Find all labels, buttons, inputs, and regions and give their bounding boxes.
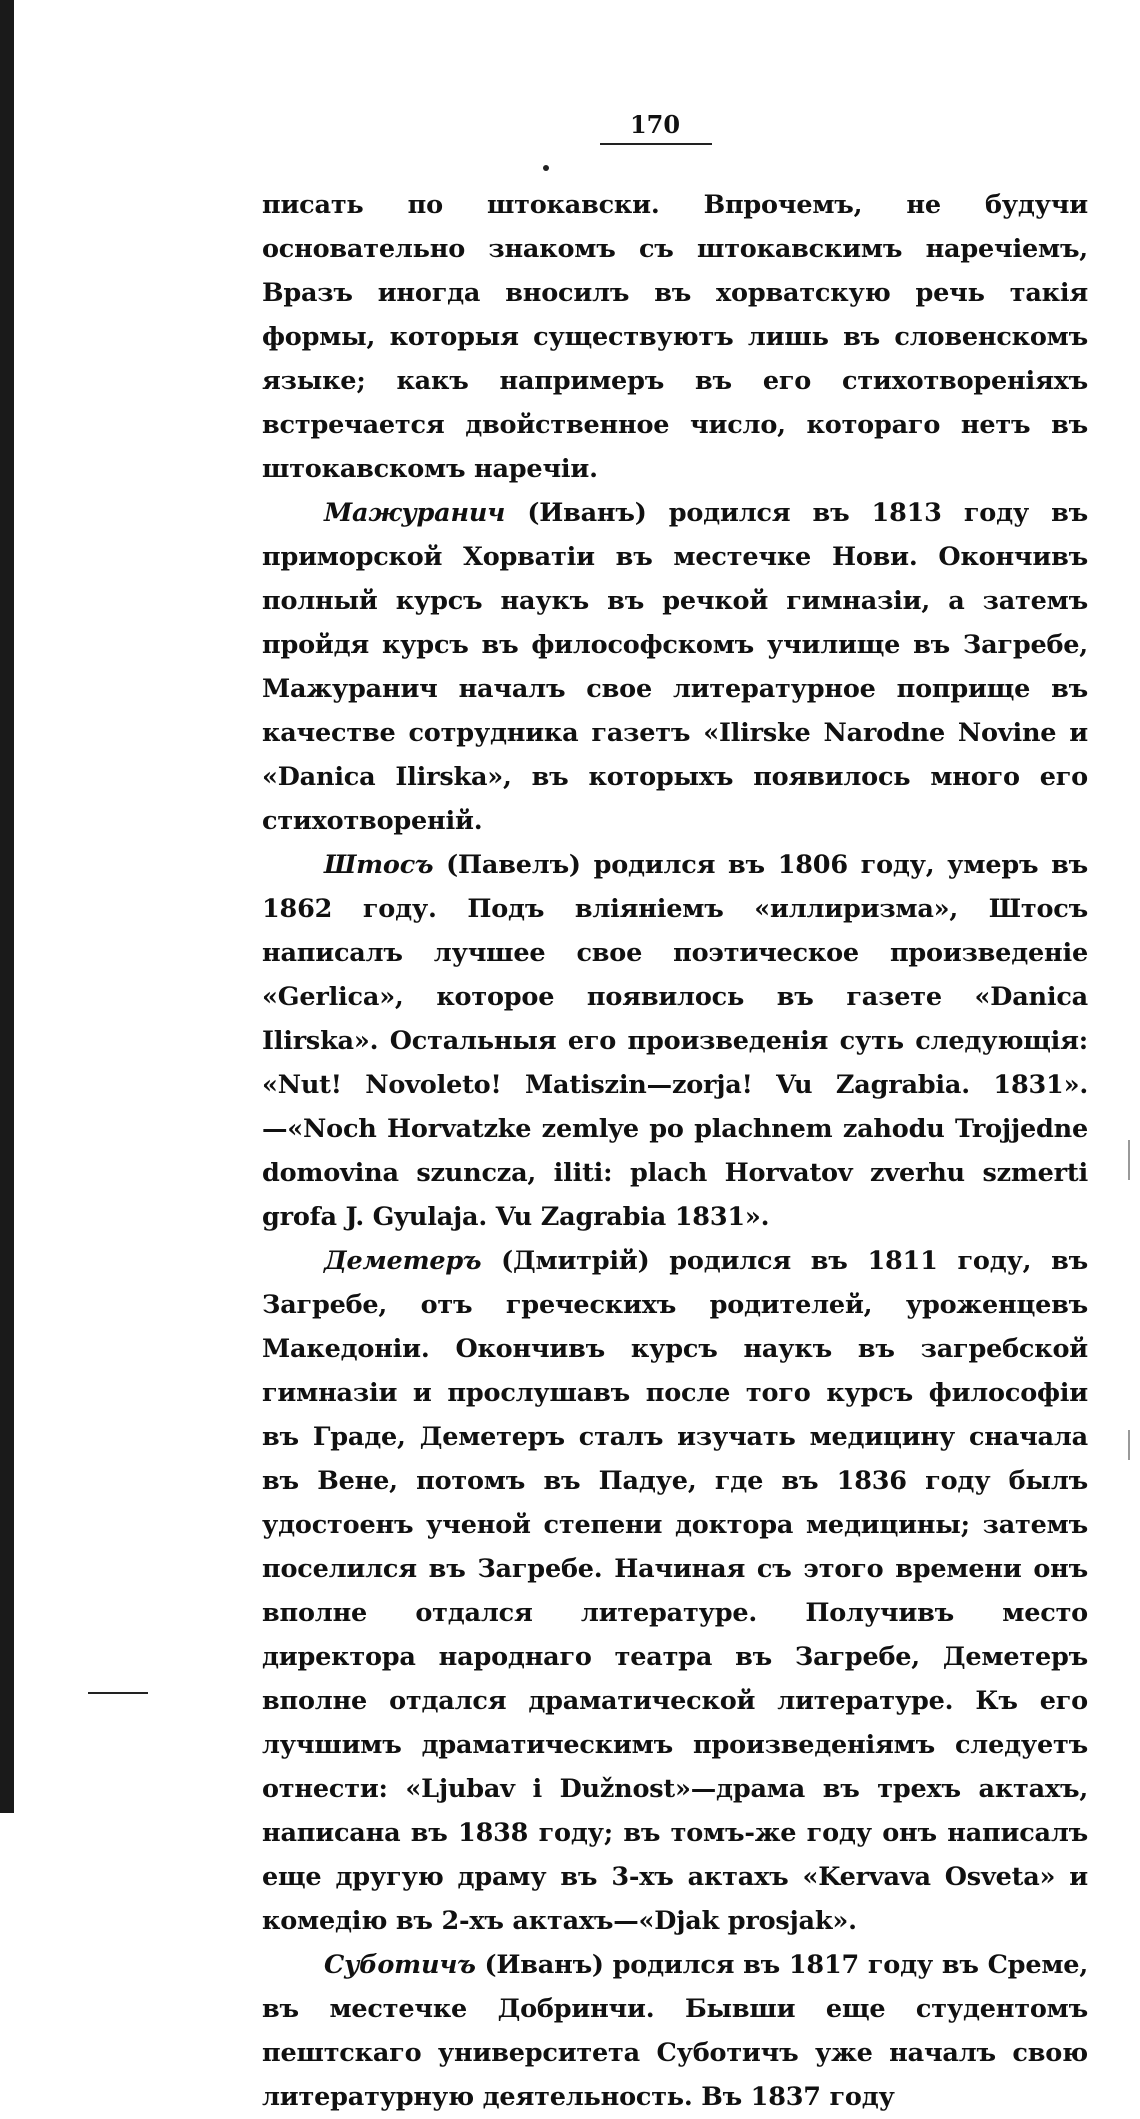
footer-rule <box>88 1692 148 1694</box>
page-binding-edge <box>0 0 14 1813</box>
paragraph-text: (Иванъ) родился въ 1813 году въ приморской Хорватiи въ местечке Нови. Окончивъ полный курсъ наукъ въ речкой гимназiи, а затемъ пройдя курсъ въ философскомъ училище въ Загребе, Мажуранич началъ свое литературное поприще въ качестве сотрудника газетъ «Ilirske Narodne Novine и «Danica Ilirska», въ которыхъ появилось много его стихотворенiй. <box>262 498 1088 836</box>
page-number: 170 <box>629 110 681 139</box>
scan-margin-mark <box>1128 1140 1130 1180</box>
paragraph-demeter <box>262 1239 1088 1943</box>
paragraph-text: писать по штокавски. Впрочемъ, не будучи основательно знакомъ съ штокавскимъ наречiемъ, Вразъ иногда вносилъ въ хорватскую речь такiя формы, которыя существуютъ лишь въ словенскомъ языке; какъ напримеръ въ его стихотворенiяхъ встречается двойственное число, котораго нетъ въ штокавскомъ наречiи. <box>262 190 1088 484</box>
page-body <box>262 183 1088 2119</box>
paragraph-text: (Павелъ) родился въ 1806 году, умеръ въ 1862 году. Подъ влiянiемъ «иллиризма», Штосъ написалъ лучшее свое поэтическое произведенiе «Gerlica», которое появилось въ газете «Danica Ilirska». Остальныя его произведенiя суть следующiя: «Nut! Novoleto! Matiszin—zorja! Vu Zagrabia. 1831».—«Noch Horvatzke zemlye po plachnem zahodu Trojjedne domovina szuncza, ilitі: plach Horvatov zverhu szmerti grofa J. Gyulaja. Vu Zagrabia 1831». <box>262 850 1088 1232</box>
paragraph-text: (Дмитрiй) родился въ 1811 году, въ Загребе, отъ греческихъ родителей, уроженцевъ Македонiи. Окончивъ курсъ наукъ въ загребской гимназiи и прослушавъ после того курсъ философiи въ Граде, Деметеръ сталъ изучать медицину сначала въ Вене, потомъ въ Падуе, где въ 1836 году былъ удостоенъ ученой степени доктора медицины; затемъ поселился въ Загребе. Начиная съ этого времени онъ вполне отдался литературе. Получивъ место директора народнаго театра въ Загребе, Деметеръ вполне отдался драматической литературе. Къ его лучшимъ драматическимъ произведенiямъ следуетъ отнести: «Ljubav i Dužnost»—драма въ трехъ актахъ, написана въ 1838 году; въ томъ-же году онъ написалъ еще другую драму въ 3-хъ актахъ «Kervava Osveta» и комедiю въ 2-хъ актахъ—«Djak prosjak». <box>262 1246 1088 1936</box>
author-name: Деметеръ <box>324 1246 482 1276</box>
paragraph-text: (Иванъ) родился въ 1817 году въ Среме, въ местечке Добринчи. Бывши еще студентомъ пештскаго университета Суботичъ уже началъ свою литературную деятельность. Въ 1837 году <box>262 1950 1088 2112</box>
paragraph-subotic <box>262 1943 1088 2119</box>
page-number-underline <box>600 143 712 145</box>
ink-dot <box>543 165 549 171</box>
author-name: Мажуранич <box>324 498 506 528</box>
scan-margin-mark <box>1128 1430 1130 1460</box>
paragraph-stos <box>262 843 1088 1239</box>
paragraph-mazuranic <box>262 491 1088 843</box>
author-name: Суботичъ <box>324 1950 476 1980</box>
author-name: Штосъ <box>324 850 434 880</box>
paragraph-continuation <box>262 183 1088 491</box>
